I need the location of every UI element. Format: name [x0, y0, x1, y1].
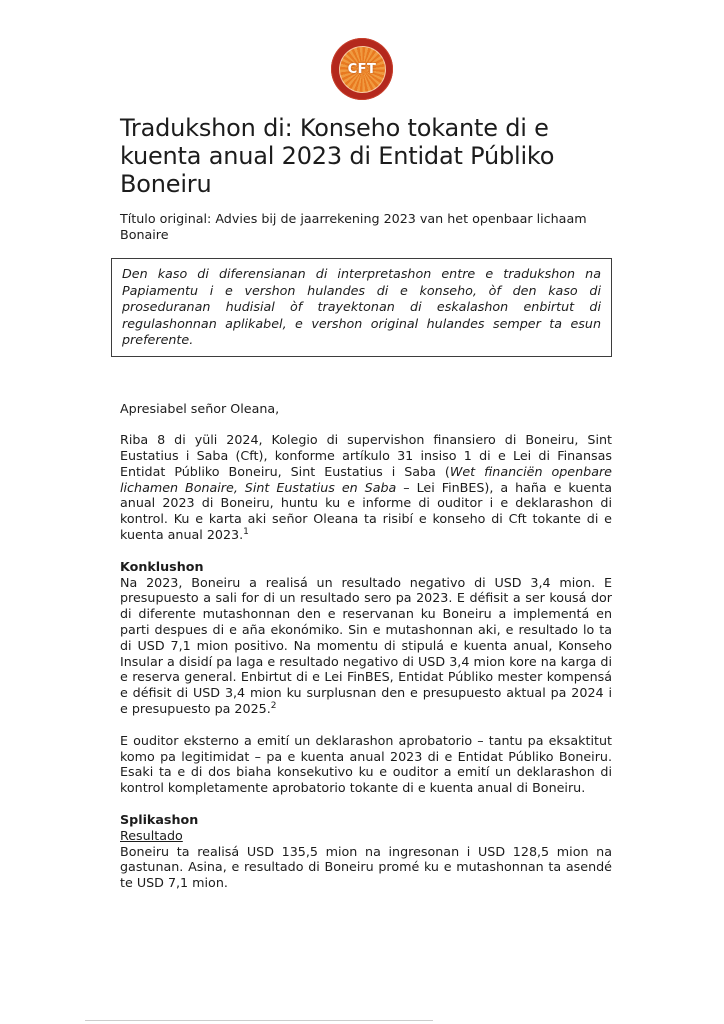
heading-konklushon: Konklushon: [120, 558, 204, 574]
konklushon-paragraph: [120, 575, 612, 717]
text-run: 2: [270, 700, 277, 711]
document-content: [120, 100, 612, 891]
cft-logo: [331, 38, 393, 100]
page-title: Tradukshon di: Konseho tokante di e kuenta anual 2023 di Entidat Públiko Boneiru: [120, 114, 555, 198]
cft-logo-ring: [331, 38, 393, 100]
auditor-paragraph: E ouditor eksterno a emití un deklarashon aprobatorio – tantu pa eksaktitut komo pa legitimidat – pa e kuenta anual 2023 di e Entidat Públiko Boneiru. Esaki ta e di dos biaha konsekutivo ku e ouditor a emití un deklarashon di kontrol kompletamente aprobatorio tokante di e kuenta anual di Boneiru.: [120, 732, 612, 796]
disclaimer-box: Den kaso di diferensianan di interpretashon entre e tradukshon na Papiamentu i e vershon hulandes di e konseho, òf den kaso di proseduranan hudisial òf trayektonan di eskalashon enbirtut di regulashonnan aplikabel, e vershon original hulandes semper ta esun preferente.: [111, 258, 612, 357]
cft-logo-sunburst: [339, 46, 386, 93]
original-title-line: Título original: Advies bij de jaarrekening 2023 van het openbaar lichaam Bonaire: [120, 211, 587, 242]
text-run: Riba 8 di yüli 2024, Kolegio di supervishon finansiero di Boneiru, Sint Eustatius i Saba (Cft), konforme artíkulo 31 insiso 1 di e Lei di Finansas Entidat Públiko Boneiru, Sint Eustatius i Saba (: [120, 432, 612, 479]
footnote-separator-line: [85, 1020, 433, 1021]
text-run: Lei FinBES), a haña e kuenta anual 2023 di Boneiru, huntu ku e informe di ouditor i e deklarashon di kontrol. Ku e karta aki señor Oleana ta risibí e konseho di Cft tokante di e kuenta anual 2023.: [120, 479, 612, 543]
intro-paragraph: [120, 432, 612, 543]
salutation: Apresiabel señor Oleana,: [120, 400, 280, 416]
resultado-paragraph: Boneiru ta realisá USD 135,5 mion na ingresonan i USD 128,5 mion na gastunan. Asina, e resultado di Boneiru promé ku e mutashonnan ta asendé te USD 7,1 mion.: [120, 843, 612, 891]
text-run: Na 2023, Boneiru a realisá un resultado negativo di USD 3,4 mion. E presupuesto a sali for di un resultado sero pa 2023. E défisit a ser kousá dor di diferente mutashonnan den e reservanan ku Boneiru a implementá en parti despues di e aña ekonómiko. Sin e mutashonnan aki, e resultado lo ta di USD 7,1 mion positivo. Na momentu di stipulá e kuenta anual, Konseho Insular a disidí pa laga e resultado negativo di USD 3,4 mion kore na karga di e reserva general. Enbirtut di e Lei FinBES, Entidat Públiko mester kompensá e défisit di USD 3,4 mion ku surplusnan den e presupuesto aktual pa 2024 i e presupuesto pa 2025.: [120, 574, 612, 717]
text-run: Wet financiën openbare lichamen Bonaire, Sint Eustatius en Saba –: [120, 463, 612, 495]
cft-logo-text: CFT: [347, 61, 377, 77]
subheading-resultado: Resultado: [120, 827, 183, 843]
heading-splikashon: Splikashon: [120, 812, 199, 828]
text-run: 1: [243, 526, 249, 537]
